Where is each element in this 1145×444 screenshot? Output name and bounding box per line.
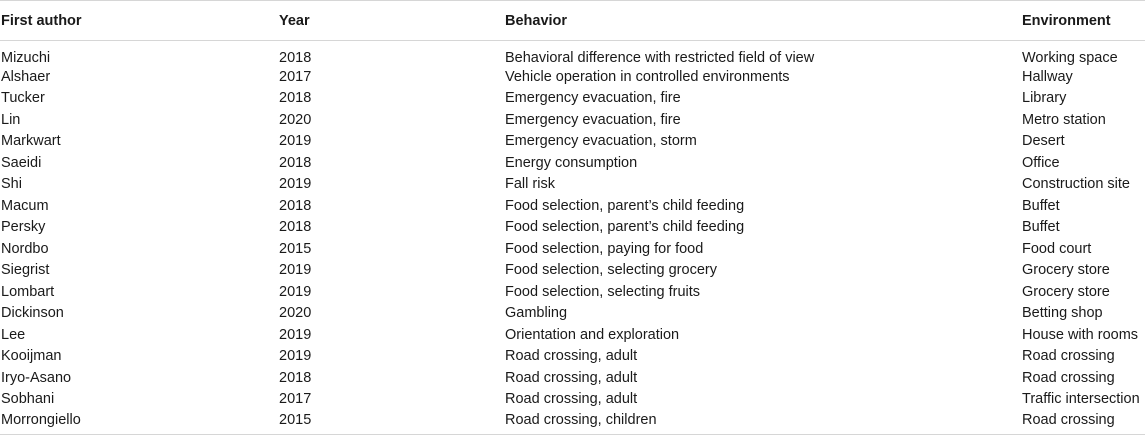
cell-behavior: Orientation and exploration [505,326,680,343]
cell-environment: Construction site [1022,176,1130,193]
cell-year: 2018 [279,219,312,236]
cell-year: 2015 [279,240,312,257]
cell-environment: Office [1022,154,1060,171]
cell-behavior: Food selection, parent’s child feeding [505,219,745,236]
table-body [0,41,1145,432]
cell-behavior: Food selection, selecting fruits [505,283,701,300]
cell-behavior: Vehicle operation in controlled environments [505,68,790,85]
cell-first-author: Persky [1,219,46,236]
cell-first-author: Lin [1,111,21,128]
header-behavior: Behavior [505,12,568,29]
cell-behavior: Behavioral difference with restricted field of view [505,50,815,66]
cell-behavior: Road crossing, adult [505,348,638,365]
cell-environment: Grocery store [1022,262,1110,279]
cell-year: 2020 [279,111,312,128]
cell-behavior: Fall risk [505,176,555,193]
cell-first-author: Tucker [1,90,45,107]
cell-behavior: Food selection, paying for food [505,240,704,257]
table-row [0,109,1145,131]
cell-first-author: Shi [1,176,22,193]
cell-behavior: Emergency evacuation, fire [505,111,681,128]
table-row [0,195,1145,217]
cell-first-author: Alshaer [1,68,51,85]
cell-environment: Food court [1022,240,1092,257]
table-row [0,152,1145,174]
header-first-author: First author [1,12,82,29]
cell-environment: Hallway [1022,68,1073,85]
header-year: Year [279,12,310,29]
cell-year: 2018 [279,197,312,214]
cell-behavior: Food selection, parent’s child feeding [505,197,745,214]
table-header [0,1,1145,41]
cell-year: 2017 [279,391,312,408]
cell-year: 2019 [279,133,312,150]
cell-environment: Road crossing [1022,412,1115,429]
table-row [0,41,1145,67]
cell-environment: Betting shop [1022,305,1103,322]
cell-behavior: Energy consumption [505,154,638,171]
cell-behavior: Food selection, selecting grocery [505,262,717,279]
cell-first-author: Mizuchi [1,50,51,66]
table-row [0,174,1145,196]
table-row [0,346,1145,368]
table-row [0,281,1145,303]
header-environment: Environment [1022,12,1111,29]
cell-year: 2015 [279,412,312,429]
cell-year: 2018 [279,50,312,66]
table-row [0,88,1145,110]
cell-year: 2020 [279,305,312,322]
cell-first-author: Siegrist [1,262,50,279]
table-row [0,217,1145,239]
cell-year: 2018 [279,154,312,171]
cell-year: 2018 [279,369,312,386]
cell-first-author: Nordbo [1,240,49,257]
cell-year: 2018 [279,90,312,107]
cell-environment: Traffic intersection [1022,391,1140,408]
header-row [0,1,1145,41]
cell-environment: Grocery store [1022,283,1110,300]
cell-environment: Road crossing [1022,348,1115,365]
cell-first-author: Sobhani [1,391,55,408]
cell-first-author: Saeidi [1,154,42,171]
cell-year: 2019 [279,348,312,365]
table-row [0,410,1145,432]
cell-environment: Library [1022,90,1067,107]
bottom-rule [0,434,1145,435]
cell-first-author: Lombart [1,283,55,300]
table-row [0,367,1145,389]
table-row [0,238,1145,260]
cell-year: 2019 [279,326,312,343]
cell-year: 2019 [279,262,312,279]
table-row [0,303,1145,325]
table-row [0,260,1145,282]
cell-environment: House with rooms [1022,326,1139,343]
cell-environment: Buffet [1022,219,1060,236]
table-row [0,324,1145,346]
cell-year: 2019 [279,283,312,300]
cell-behavior: Road crossing, adult [505,391,638,408]
cell-first-author: Kooijman [1,348,62,365]
cell-environment: Metro station [1022,111,1106,128]
cell-first-author: Dickinson [1,305,64,322]
cell-first-author: Iryo-Asano [1,369,72,386]
cell-year: 2017 [279,68,312,85]
cell-behavior: Emergency evacuation, fire [505,90,681,107]
cell-first-author: Lee [1,326,26,343]
cell-first-author: Markwart [1,133,61,150]
cell-environment: Buffet [1022,197,1060,214]
cell-environment: Working space [1022,50,1118,66]
table-row [0,66,1145,88]
cell-behavior: Gambling [505,305,568,322]
cell-environment: Desert [1022,133,1065,150]
cell-behavior: Emergency evacuation, storm [505,133,697,150]
table-row [0,389,1145,411]
cell-first-author: Macum [1,197,49,214]
cell-year: 2019 [279,176,312,193]
table-row [0,131,1145,153]
cell-behavior: Road crossing, adult [505,369,638,386]
cell-first-author: Morrongiello [1,412,81,429]
cell-environment: Road crossing [1022,369,1115,386]
cell-behavior: Road crossing, children [505,412,657,429]
